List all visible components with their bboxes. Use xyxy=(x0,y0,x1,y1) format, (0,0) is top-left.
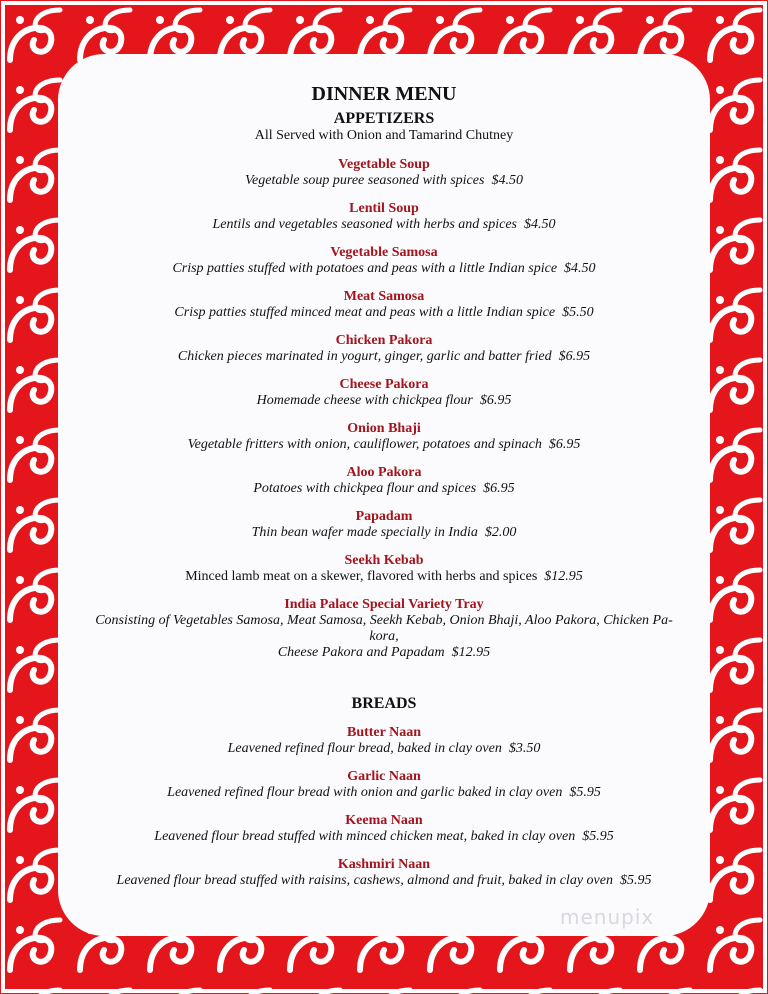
item-price: $3.50 xyxy=(508,741,541,756)
section-heading-appetizers: APPETIZERS xyxy=(333,110,435,127)
item-name: Meat Samosa xyxy=(343,289,425,304)
item-price: $2.00 xyxy=(484,525,517,540)
menu-item xyxy=(44,769,724,801)
item-description: Leavened flour bread stuffed with raisins, cashews, almond and fruit, baked in clay oven xyxy=(116,873,613,888)
item-price: $5.50 xyxy=(562,305,594,320)
item-name: Seekh Kebab xyxy=(344,553,424,568)
menu-item xyxy=(44,597,724,661)
item-description: Lentils and vegetables seasoned with herbs and spices xyxy=(212,217,517,232)
item-description-cont: kora, xyxy=(369,629,399,644)
item-price: $5.95 xyxy=(582,829,614,844)
item-name: Papadam xyxy=(355,509,413,524)
item-price: $4.50 xyxy=(564,261,596,276)
item-price: $12.95 xyxy=(544,569,583,584)
item-name: Vegetable Samosa xyxy=(330,245,438,260)
item-description: Homemade cheese with chickpea flour xyxy=(256,393,473,408)
menu-item xyxy=(44,421,724,453)
item-description: Vegetable soup puree seasoned with spices xyxy=(245,173,485,188)
item-description: Crisp patties stuffed minced meat and peas with a little Indian spice xyxy=(174,305,556,320)
menu-item xyxy=(44,245,724,277)
item-name: Onion Bhaji xyxy=(347,421,421,436)
item-name: Aloo Pakora xyxy=(346,465,422,480)
menu-item xyxy=(44,553,724,585)
item-price: $5.95 xyxy=(619,873,652,888)
menu-item xyxy=(44,377,724,409)
item-description: Crisp patties stuffed with potatoes and peas with a little Indian spice xyxy=(172,261,558,276)
item-price: $6.95 xyxy=(548,437,581,452)
item-price: $6.95 xyxy=(483,481,515,496)
menu-item xyxy=(44,333,724,365)
item-description: Leavened refined flour bread, baked in clay oven xyxy=(227,741,502,756)
item-name: Kashmiri Naan xyxy=(337,857,431,872)
item-description: Thin bean wafer made specially in India xyxy=(251,525,478,540)
item-name: Chicken Pakora xyxy=(335,333,433,348)
item-description: Potatoes with chickpea flour and spices xyxy=(253,481,477,496)
item-name: Garlic Naan xyxy=(347,769,421,784)
menu-item xyxy=(44,201,724,233)
item-description: Consisting of Vegetables Samosa, Meat Samosa, Seekh Kebab, Onion Bhaji, Aloo Pakora, Chicken Pa- xyxy=(95,613,673,628)
item-price: $12.95 xyxy=(451,645,491,660)
item-description: Vegetable fritters with onion, cauliflower, potatoes and spinach xyxy=(187,437,542,452)
item-description: Chicken pieces marinated in yogurt, ginger, garlic and batter fried xyxy=(177,349,552,364)
item-price: $6.95 xyxy=(558,349,591,364)
menu-item xyxy=(44,289,724,321)
item-description: Leavened flour bread stuffed with minced chicken meat, baked in clay oven xyxy=(154,829,576,844)
item-name: Keema Naan xyxy=(345,813,423,828)
item-price: $4.50 xyxy=(491,173,523,188)
menu-title: DINNER MENU xyxy=(311,83,457,105)
menu-item xyxy=(44,725,724,757)
item-description: Minced lamb meat on a skewer, flavored with herbs and spices xyxy=(185,569,538,584)
item-name: India Palace Special Variety Tray xyxy=(284,597,484,612)
item-name: Cheese Pakora xyxy=(339,377,429,392)
appetizers-subtitle: All Served with Onion and Tamarind Chutney xyxy=(254,128,514,143)
menu-item xyxy=(44,465,724,497)
section-heading-breads: BREADS xyxy=(351,695,417,712)
item-price: $6.95 xyxy=(479,393,512,408)
menu-item xyxy=(44,813,724,845)
item-description-end: Cheese Pakora and Papadam xyxy=(277,645,445,660)
menu-item xyxy=(44,857,724,889)
item-name: Butter Naan xyxy=(346,725,422,740)
item-name: Vegetable Soup xyxy=(338,157,430,172)
menu-item xyxy=(44,509,724,541)
item-name: Lentil Soup xyxy=(349,201,419,216)
item-price: $4.50 xyxy=(523,217,556,232)
item-description: Leavened refined flour bread with onion and garlic baked in clay oven xyxy=(167,785,563,800)
watermark: menupix xyxy=(560,905,655,929)
menu-content xyxy=(44,80,724,901)
menu-item xyxy=(44,157,724,189)
item-price: $5.95 xyxy=(569,785,601,800)
